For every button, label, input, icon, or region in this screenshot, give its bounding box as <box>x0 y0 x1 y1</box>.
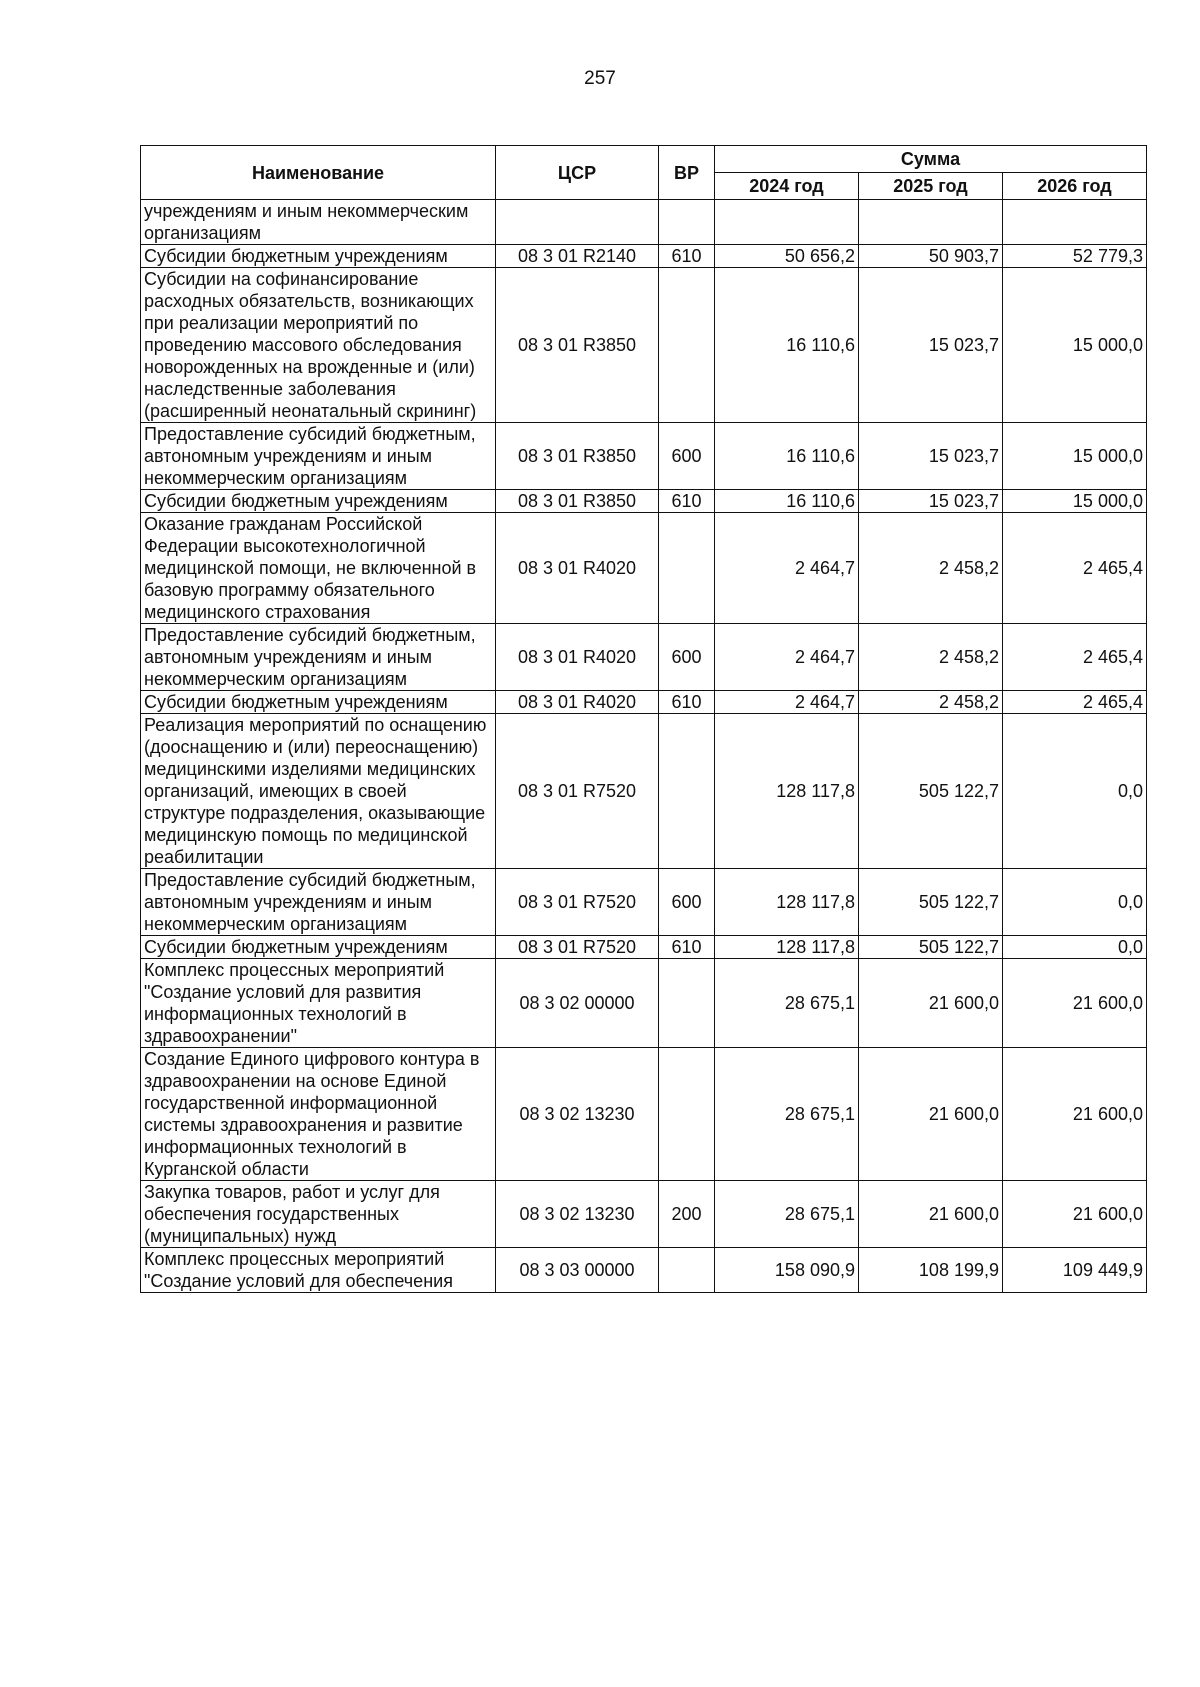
row-csr: 08 3 01 R2140 <box>496 245 659 268</box>
row-2024: 28 675,1 <box>715 1181 859 1248</box>
row-2025: 21 600,0 <box>859 959 1003 1048</box>
row-csr: 08 3 01 R7520 <box>496 714 659 869</box>
row-name: Комплекс процессных мероприятий "Создание условий для развития информационных технологий в здравоохранении" <box>141 959 496 1048</box>
row-2024: 50 656,2 <box>715 245 859 268</box>
row-2026: 2 465,4 <box>1003 513 1147 624</box>
table-row <box>141 1181 1147 1248</box>
row-csr: 08 3 01 R3850 <box>496 268 659 423</box>
row-2026: 15 000,0 <box>1003 490 1147 513</box>
table-row <box>141 624 1147 691</box>
row-2025: 15 023,7 <box>859 423 1003 490</box>
row-2024: 2 464,7 <box>715 513 859 624</box>
header-name: Наименование <box>141 146 496 200</box>
row-csr <box>496 200 659 245</box>
row-2026: 15 000,0 <box>1003 268 1147 423</box>
table-body <box>141 200 1147 1293</box>
row-name: Предоставление субсидий бюджетным, автономным учреждениям и иным некоммерческим организациям <box>141 423 496 490</box>
table-row <box>141 691 1147 714</box>
row-2024: 128 117,8 <box>715 714 859 869</box>
row-vr: 610 <box>659 936 715 959</box>
row-2026 <box>1003 200 1147 245</box>
header-year-2026: 2026 год <box>1003 173 1147 200</box>
row-csr: 08 3 01 R3850 <box>496 423 659 490</box>
row-2026: 2 465,4 <box>1003 691 1147 714</box>
row-csr: 08 3 01 R7520 <box>496 869 659 936</box>
row-2024: 16 110,6 <box>715 423 859 490</box>
row-2024: 28 675,1 <box>715 959 859 1048</box>
header-csr: ЦСР <box>496 146 659 200</box>
row-2025: 15 023,7 <box>859 268 1003 423</box>
row-csr: 08 3 01 R7520 <box>496 936 659 959</box>
row-vr <box>659 268 715 423</box>
table-row <box>141 513 1147 624</box>
row-vr: 600 <box>659 423 715 490</box>
header-year-2024: 2024 год <box>715 173 859 200</box>
row-csr: 08 3 02 00000 <box>496 959 659 1048</box>
table-row <box>141 959 1147 1048</box>
row-2026: 52 779,3 <box>1003 245 1147 268</box>
row-vr: 200 <box>659 1181 715 1248</box>
row-2024: 16 110,6 <box>715 490 859 513</box>
table-row <box>141 423 1147 490</box>
row-2024: 158 090,9 <box>715 1248 859 1293</box>
row-2026: 0,0 <box>1003 869 1147 936</box>
row-2025: 108 199,9 <box>859 1248 1003 1293</box>
row-2025: 505 122,7 <box>859 869 1003 936</box>
row-2025: 50 903,7 <box>859 245 1003 268</box>
row-vr <box>659 200 715 245</box>
row-2026: 15 000,0 <box>1003 423 1147 490</box>
row-2025: 505 122,7 <box>859 714 1003 869</box>
table-row <box>141 245 1147 268</box>
row-vr <box>659 959 715 1048</box>
row-name: Субсидии на софинансирование расходных обязательств, возникающих при реализации мероприятий по проведению массового обследования новорожденных на врожденные и (или) наследственные заболевания (расширенный неонатальный скрининг) <box>141 268 496 423</box>
row-2024 <box>715 200 859 245</box>
row-name: Субсидии бюджетным учреждениям <box>141 691 496 714</box>
table-row <box>141 490 1147 513</box>
row-name: Субсидии бюджетным учреждениям <box>141 245 496 268</box>
row-2026: 0,0 <box>1003 714 1147 869</box>
row-2025: 2 458,2 <box>859 624 1003 691</box>
row-name: Оказание гражданам Российской Федерации высокотехнологичной медицинской помощи, не включенной в базовую программу обязательного медицинского страхования <box>141 513 496 624</box>
row-csr: 08 3 01 R4020 <box>496 624 659 691</box>
row-2024: 128 117,8 <box>715 869 859 936</box>
row-name: Субсидии бюджетным учреждениям <box>141 490 496 513</box>
page-number: 257 <box>584 68 616 89</box>
table-row <box>141 714 1147 869</box>
row-2025: 2 458,2 <box>859 691 1003 714</box>
table-row <box>141 1048 1147 1181</box>
row-vr <box>659 513 715 624</box>
row-2024: 2 464,7 <box>715 624 859 691</box>
row-name: Предоставление субсидий бюджетным, автономным учреждениям и иным некоммерческим организациям <box>141 869 496 936</box>
header-year-2025: 2025 год <box>859 173 1003 200</box>
table-row <box>141 869 1147 936</box>
row-vr: 600 <box>659 869 715 936</box>
table-row <box>141 268 1147 423</box>
row-2026: 21 600,0 <box>1003 1181 1147 1248</box>
row-2025 <box>859 200 1003 245</box>
row-2026: 0,0 <box>1003 936 1147 959</box>
row-vr: 600 <box>659 624 715 691</box>
row-2024: 28 675,1 <box>715 1048 859 1181</box>
row-2025: 15 023,7 <box>859 490 1003 513</box>
row-csr: 08 3 01 R3850 <box>496 490 659 513</box>
header-sum: Сумма <box>715 146 1147 173</box>
row-2024: 2 464,7 <box>715 691 859 714</box>
row-vr: 610 <box>659 490 715 513</box>
row-2025: 21 600,0 <box>859 1181 1003 1248</box>
row-2024: 128 117,8 <box>715 936 859 959</box>
row-name: Создание Единого цифрового контура в здравоохранении на основе Единой государственной информационной системы здравоохранения и развитие информационных технологий в Курганской области <box>141 1048 496 1181</box>
row-csr: 08 3 01 R4020 <box>496 691 659 714</box>
row-name: учреждениям и иным некоммерческим организациям <box>141 200 496 245</box>
budget-table <box>140 145 1147 1293</box>
row-vr <box>659 1048 715 1181</box>
row-csr: 08 3 02 13230 <box>496 1048 659 1181</box>
row-2025: 21 600,0 <box>859 1048 1003 1181</box>
row-2025: 2 458,2 <box>859 513 1003 624</box>
row-name: Закупка товаров, работ и услуг для обеспечения государственных (муниципальных) нужд <box>141 1181 496 1248</box>
row-vr <box>659 714 715 869</box>
row-vr: 610 <box>659 691 715 714</box>
row-vr <box>659 1248 715 1293</box>
table-row <box>141 1248 1147 1293</box>
row-2026: 2 465,4 <box>1003 624 1147 691</box>
row-csr: 08 3 03 00000 <box>496 1248 659 1293</box>
row-2026: 21 600,0 <box>1003 1048 1147 1181</box>
row-csr: 08 3 02 13230 <box>496 1181 659 1248</box>
row-2026: 21 600,0 <box>1003 959 1147 1048</box>
row-name: Предоставление субсидий бюджетным, автономным учреждениям и иным некоммерческим организациям <box>141 624 496 691</box>
row-vr: 610 <box>659 245 715 268</box>
row-name: Реализация мероприятий по оснащению (дооснащению и (или) переоснащению) медицинскими изделиями медицинских организаций, имеющих в своей структуре подразделения, оказывающие медицинскую помощь по медицинской реабилитации <box>141 714 496 869</box>
row-name: Комплекс процессных мероприятий "Создание условий для обеспечения <box>141 1248 496 1293</box>
row-csr: 08 3 01 R4020 <box>496 513 659 624</box>
header-vr: ВР <box>659 146 715 200</box>
row-2026: 109 449,9 <box>1003 1248 1147 1293</box>
table-row <box>141 936 1147 959</box>
row-name: Субсидии бюджетным учреждениям <box>141 936 496 959</box>
table-row <box>141 200 1147 245</box>
row-2024: 16 110,6 <box>715 268 859 423</box>
row-2025: 505 122,7 <box>859 936 1003 959</box>
